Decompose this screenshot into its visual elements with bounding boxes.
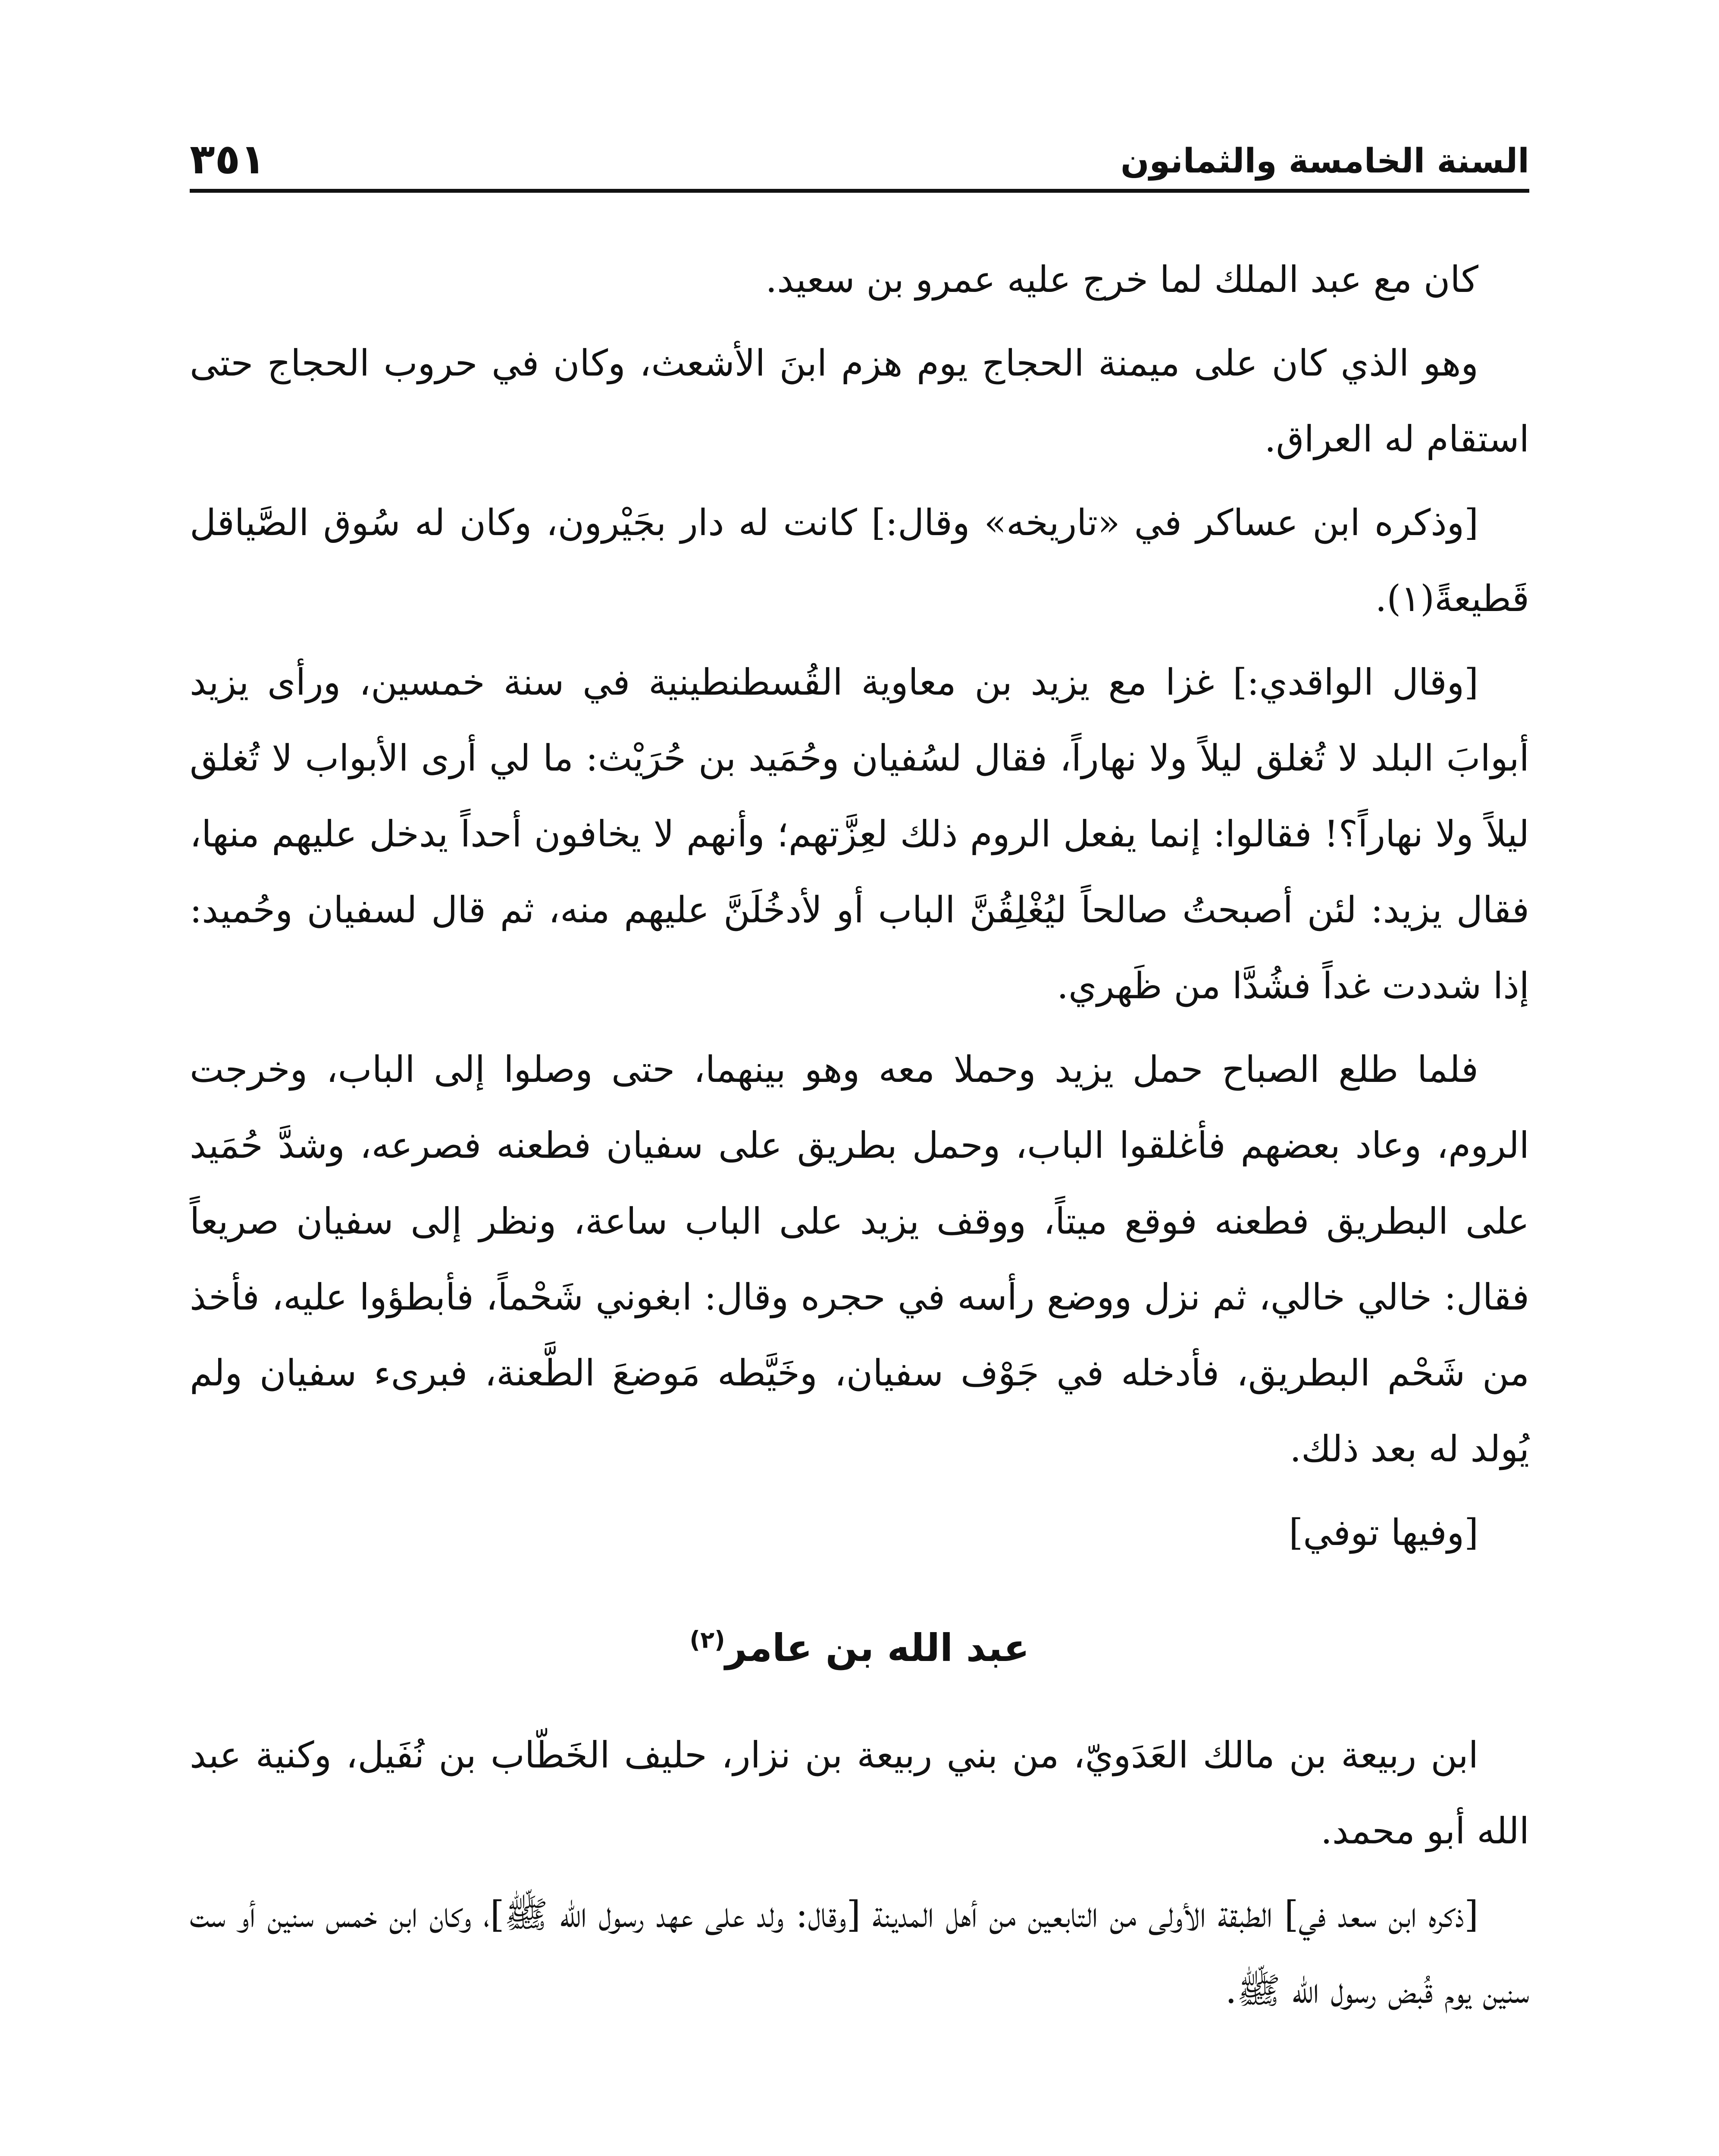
paragraph: [ذكره ابن سعد في] الطبقة الأولى من التابعين من أهل المدينة [وقال: ولد على عهد رسول الله ﷺ]، وكان ابن خمس سنين أو ست سنين يوم قُبض رسول الله ﷺ. [190,1893,1529,2012]
paragraph: [وفيها توفي] [1289,1511,1478,1554]
paragraph: [وقال الواقدي:] غزا مع يزيد بن معاوية القُسطنطينية في سنة خمسين، ورأى يزيد أبوابَ البلد لا تُغلق ليلاً ولا نهاراً، فقال لسُفيان وحُمَيد بن حُرَيْث: ما لي أرى الأبواب لا تُغلق ليلاً ولا نهاراً؟! فقالوا: إنما يفعل الروم ذلك لعِزَّتهم؛ وأنهم لا يخافون أحداً يدخل عليهم منها، فقال يزيد: لئن أصبحتُ صالحاً ليُغْلِقُنَّ الباب أو لأدخُلَنَّ عليهم منه، ثم قال لسفيان وحُميد: إذا شددت غداً فشُدَّا من ظَهري. [190,661,1529,1007]
footnote-marker: (٢) [689,1626,725,1654]
paragraph: فلما طلع الصباح حمل يزيد وحملا معه وهو بينهما، حتى وصلوا إلى الباب، وخرجت الروم، وعاد بعضهم فأغلقوا الباب، وحمل بطريق على سفيان فطعنه فصرعه، وشدَّ حُمَيد على البطريق فطعنه فوقع ميتاً، ووقف يزيد على الباب ساعة، ونظر إلى سفيان صريعاً فقال: خالي خالي، ثم نزل ووضع رأسه في حجره وقال: ابغوني شَحْماً، فأبطؤوا عليه، فأخذ من شَحْم البطريق، فأدخله في جَوْف سفيان، وخَيَّطه مَوضعَ الطَّعنة، فبرىء سفيان ولم يُولد له بعد ذلك. [190,1048,1529,1470]
paragraph: كان مع عبد الملك لما خرج عليه عمرو بن سعيد. [765,258,1478,301]
page-number: ٣٥١ [190,135,266,183]
header-rule [190,189,1529,193]
paragraph: [وذكره ابن عساكر في «تاريخه» وقال:] كانت له دار بجَيْرون، وكان له سُوق الصَّياقل قَطيعةً(١). [190,501,1529,620]
running-title: السنة الخامسة والثمانون [1120,142,1529,181]
main-text [190,241,1529,2028]
running-header [190,114,1529,188]
paragraph: ابن ربيعة بن مالك العَدَويّ، من بني ربيعة بن نزار، حليف الخَطّاب بن نُفَيل، وكنية عبد الله أبو محمد. [190,1734,1529,1852]
biography-heading-text: عبد الله بن عامر [725,1626,1030,1670]
biography-heading [190,1622,1529,1674]
paragraph: وهو الذي كان على ميمنة الحجاج يوم هزم ابنَ الأشعث، وكان في حروب الحجاج حتى استقام له العراق. [190,342,1529,460]
